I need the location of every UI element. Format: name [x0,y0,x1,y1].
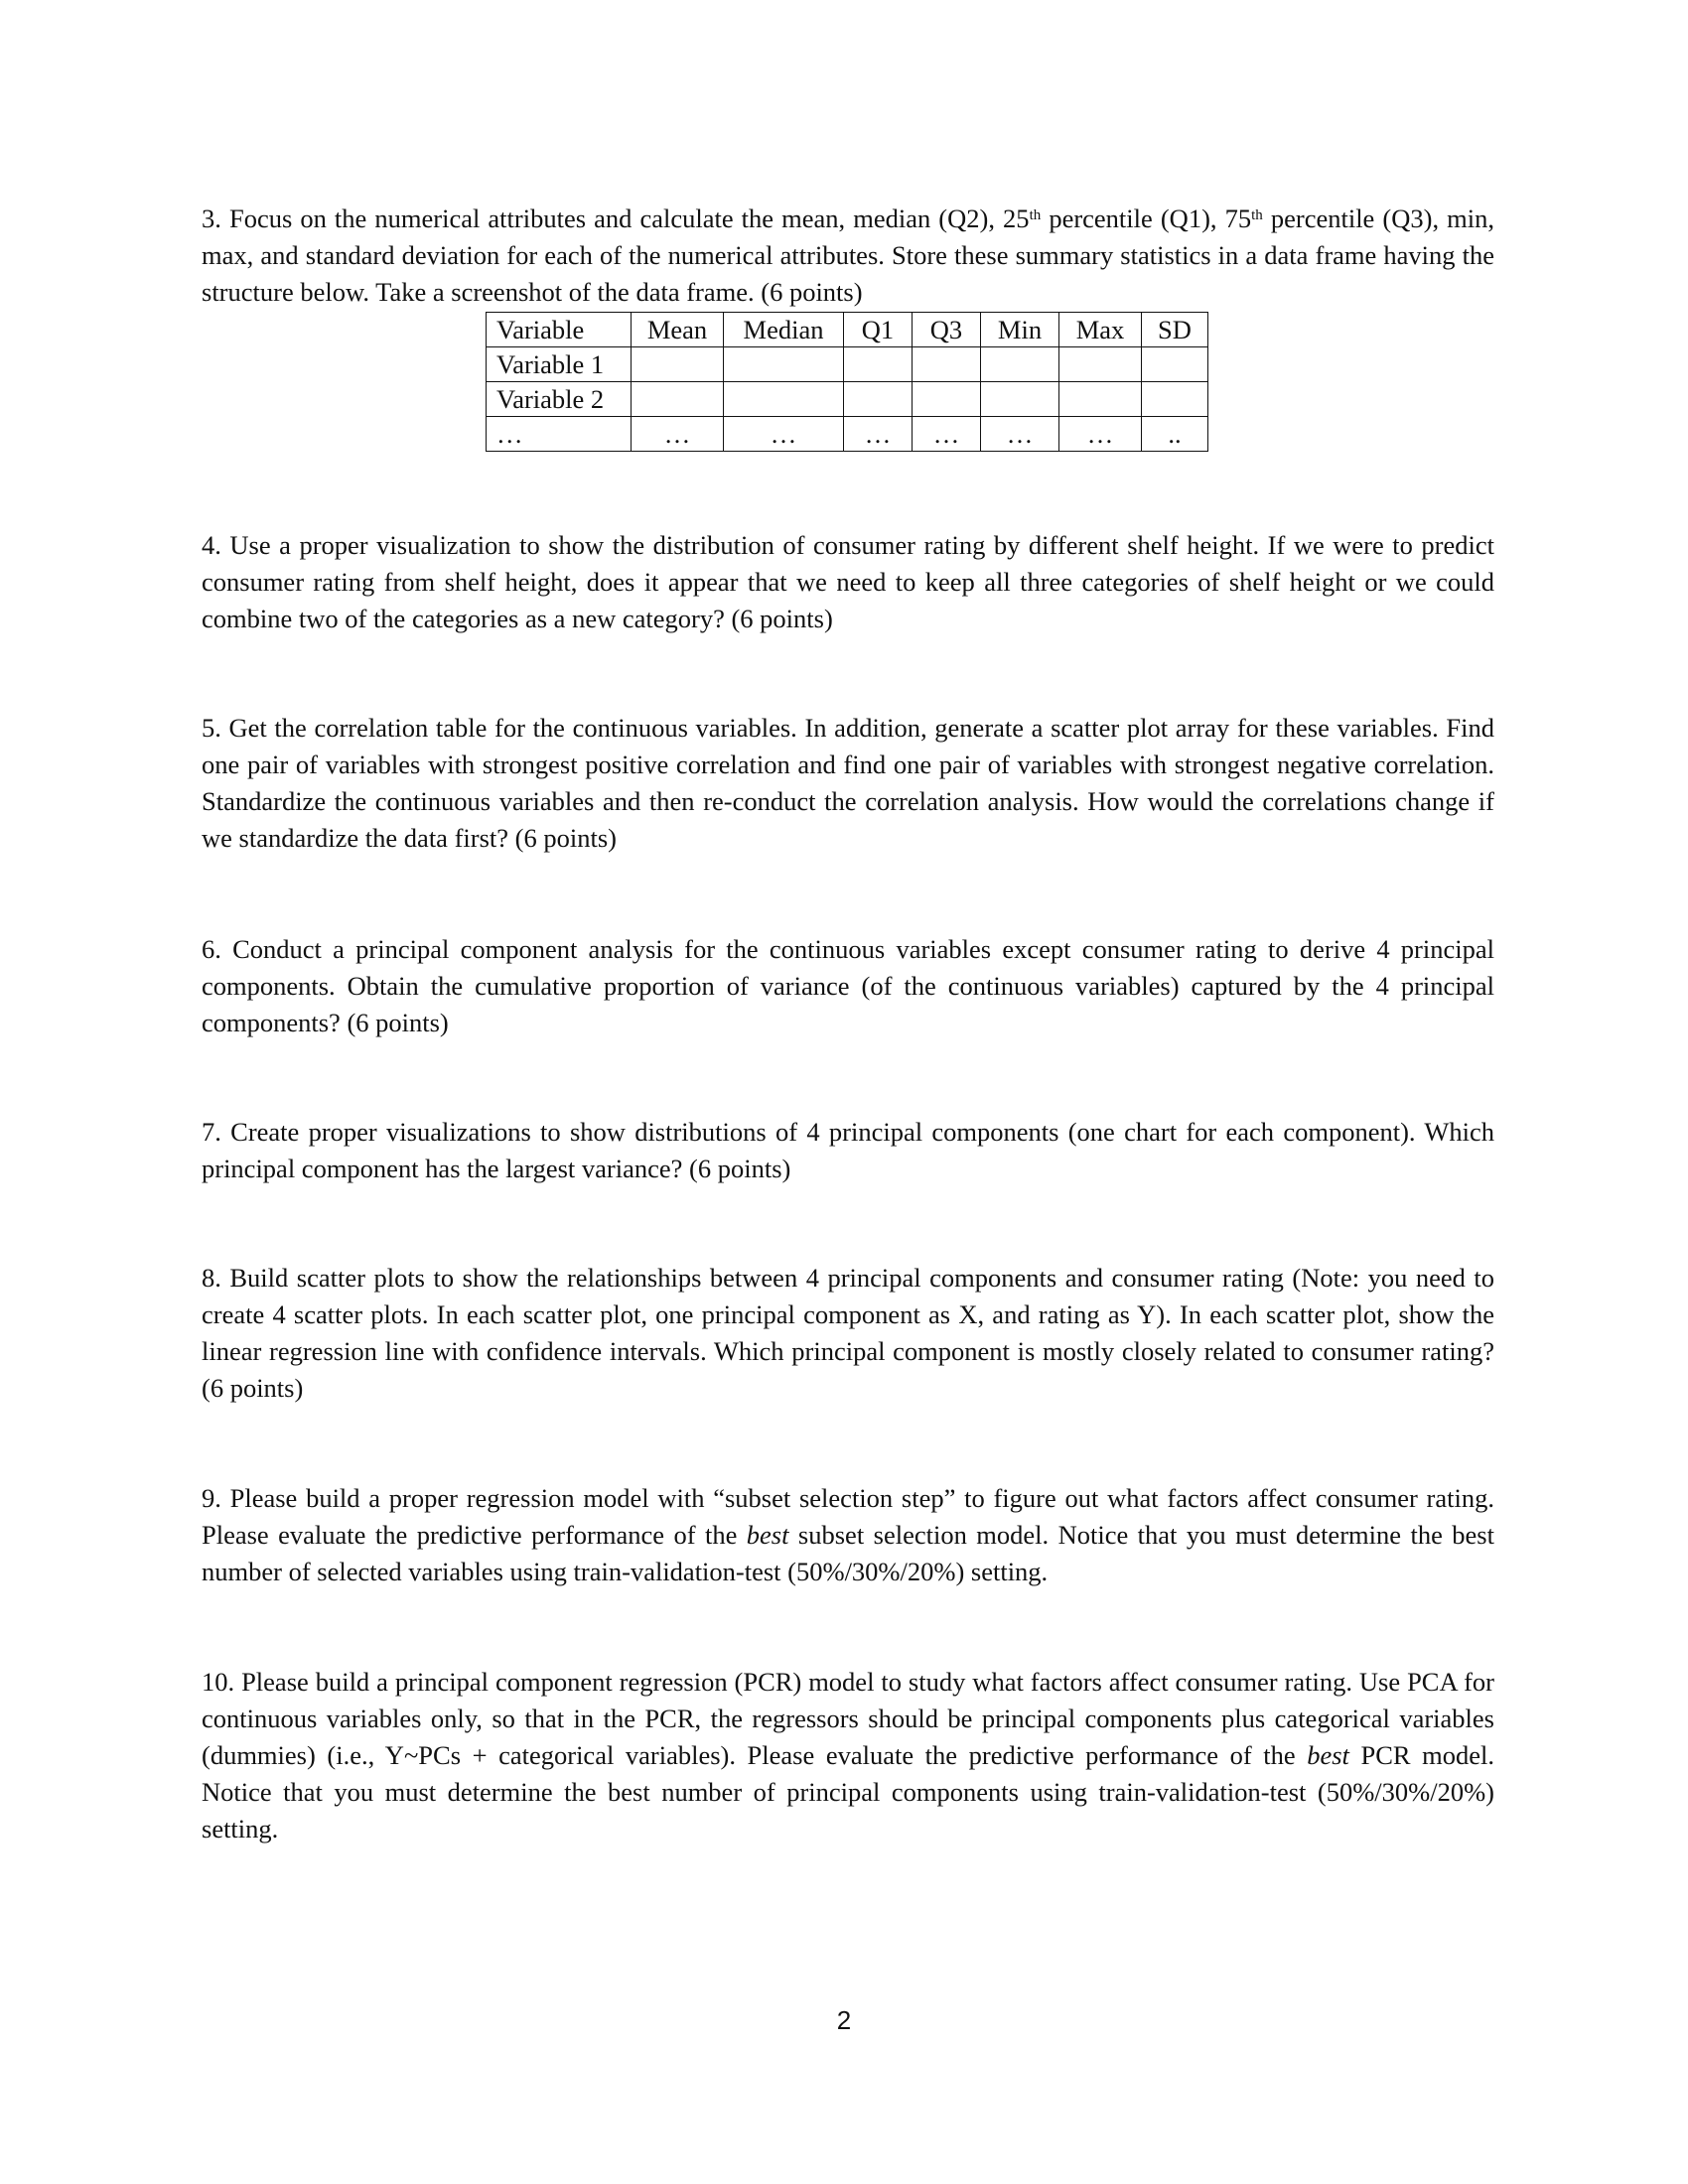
table-cell [913,382,981,417]
question-6: 6. Conduct a principal component analysis for the continuous variables except consumer rating to derive 4 principal components. Obtain the cumulative proportion of variance (of the continuous variables) captured by the 4 principal components? (6 points) [202,934,1494,1037]
table-cell [844,347,913,382]
question-9-text-b: subset selection model. Notice that you must determine the best number of selected variables using train-validation-test (50%/30%/20%) setting. [202,1520,1494,1586]
header-sd: SD [1142,313,1208,347]
question-10-text-a: 10. Please build a principal component regression (PCR) model to study what factors affect consumer rating. Use PCA for continuous variables only, so that in the PCR, the regressors should be principal components plus categorical variables (dummies) (i.e., Y~PCs + categorical variables). Please evaluate the predictive performance of the [202,1667,1494,1770]
table-cell [632,347,724,382]
table-cell: … [487,417,632,452]
table-row [487,382,1208,417]
table-cell [724,347,844,382]
question-10-text-b: PCR model. Notice that you must determine the best number of principal components using train-validation-test (50%/30%/20%) setting. [202,1740,1495,1843]
question-8: 8. Build scatter plots to show the relationships between 4 principal components and consumer rating (Note: you need to create 4 scatter plots. In each scatter plot, one principal component as X, and rating as Y). In each scatter plot, show the linear regression line with confidence intervals. Which principal component is mostly closely related to consumer rating? (6 points) [202,1263,1494,1403]
header-mean: Mean [632,313,724,347]
question-9-emphasis: best [746,1520,789,1550]
table-cell [981,382,1059,417]
table-cell: … [981,417,1059,452]
header-median: Median [724,313,844,347]
table-cell [1059,347,1142,382]
question-3-text-c: percentile (Q3), min, max, and standard deviation for each of the numerical attributes. Store these summary statistics in a data frame having the structure below. Take a screenshot of the data frame. (6 points) [202,204,1494,307]
table-cell [1142,347,1208,382]
question-7: 7. Create proper visualizations to show distributions of 4 principal components (one chart for each component). Which principal component has the largest variance? (6 points) [202,1117,1494,1183]
table-cell [724,382,844,417]
table-row [487,347,1208,382]
question-3 [202,201,1494,311]
superscript-th-25: th [1029,207,1042,223]
table-cell [1059,382,1142,417]
header-max: Max [1059,313,1142,347]
table-cell [844,382,913,417]
table-cell: … [844,417,913,452]
table-cell [913,347,981,382]
table-cell: … [1059,417,1142,452]
table-cell: … [913,417,981,452]
question-9 [202,1480,1494,1590]
question-10 [202,1664,1494,1847]
question-3-text-b: percentile (Q1), 75 [1041,204,1252,233]
table-cell: .. [1142,417,1208,452]
question-4: 4. Use a proper visualization to show the distribution of consumer rating by different shelf height. If we were to predict consumer rating from shelf height, does it appear that we need to keep all three categories of shelf height or we could combine two of the categories as a new category? (6 points) [202,530,1494,633]
header-variable: Variable [487,313,632,347]
table-header-row [487,313,1208,347]
header-q3: Q3 [913,313,981,347]
question-5: 5. Get the correlation table for the continuous variables. In addition, generate a scatter plot array for these variables. Find one pair of variables with strongest positive correlation and find one pair of variables with strongest negative correlation. Standardize the continuous variables and then re-conduct the correlation analysis. How would the correlations change if we standardize the data first? (6 points) [202,713,1494,853]
question-10-emphasis: best [1307,1740,1349,1770]
summary-statistics-table [486,312,1208,452]
page-number: 2 [836,2005,852,2035]
question-9-text-a: 9. Please build a proper regression model with “subset selection step” to figure out what factors affect consumer rating. Please evaluate the predictive performance of the [202,1483,1494,1550]
table-cell: Variable 1 [487,347,632,382]
header-min: Min [981,313,1059,347]
header-q1: Q1 [844,313,913,347]
table-cell: … [724,417,844,452]
table-cell [1142,382,1208,417]
table-cell [632,382,724,417]
table-row [487,417,1208,452]
table-cell [981,347,1059,382]
superscript-th-75: th [1251,207,1263,223]
table-cell: … [632,417,724,452]
table-cell: Variable 2 [487,382,632,417]
question-3-text-a: 3. Focus on the numerical attributes and calculate the mean, median (Q2), 25 [202,204,1030,233]
